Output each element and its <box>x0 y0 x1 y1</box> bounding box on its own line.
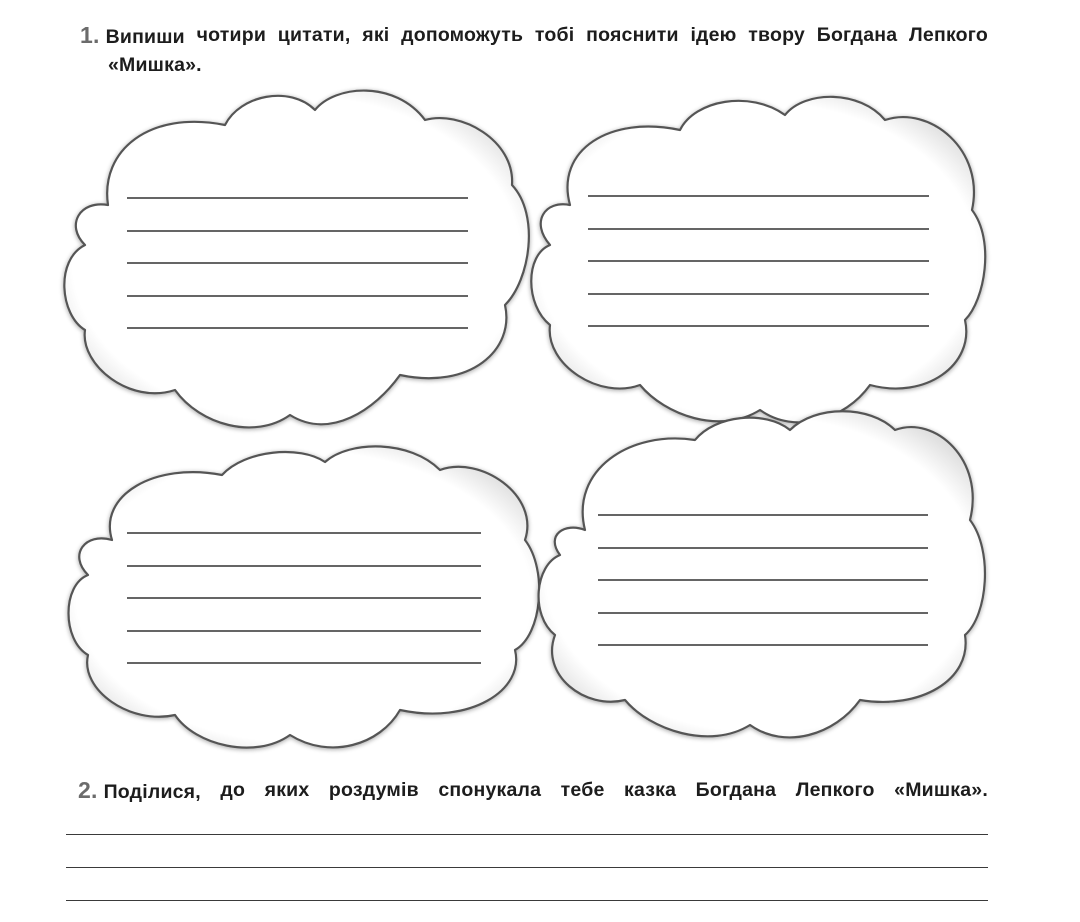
task-2-word: Богдана <box>695 779 777 801</box>
task-2-word: спонукала <box>438 779 542 801</box>
task-2-word: до <box>220 779 246 801</box>
task-2-word: Поділися, <box>103 781 201 803</box>
answer-line-1[interactable] <box>66 834 988 835</box>
task-1-number: 1. <box>80 22 100 48</box>
task-2-word: роздумів <box>328 779 419 801</box>
task-1-word: які <box>362 24 390 46</box>
task-2-number: 2. <box>78 777 98 803</box>
task-2-first-word <box>78 776 201 806</box>
task-1-word: твору <box>748 24 805 46</box>
task-1-word: ідею <box>690 24 737 46</box>
task-1-line-2: «Мишка». <box>108 54 202 76</box>
task-2-word: казка <box>624 779 677 801</box>
answer-line-3[interactable] <box>66 900 988 901</box>
task-1-word: Лепкого <box>909 24 988 46</box>
task-2-word: Лепкого <box>795 779 875 801</box>
answer-line-2[interactable] <box>66 867 988 868</box>
task-1-word: тобі <box>534 24 575 46</box>
task-1-word: допоможуть <box>401 24 524 46</box>
quote-cloud-4[interactable] <box>539 411 985 737</box>
task-1-word: Богдана <box>816 24 898 46</box>
task-2-word: яких <box>264 779 310 801</box>
task-2-word: «Мишка». <box>894 779 988 801</box>
quote-cloud-2[interactable] <box>531 97 985 423</box>
task-1-word: чотири <box>196 24 267 46</box>
task-2 <box>78 776 988 806</box>
task-1-word: пояснити <box>586 24 679 46</box>
quote-cloud-1[interactable] <box>64 91 529 428</box>
quote-cloud-3[interactable] <box>69 446 540 747</box>
task-2-word: тебе <box>560 779 605 801</box>
task-1-word: цитати, <box>277 24 351 46</box>
task-1-word: Випиши <box>105 26 185 48</box>
